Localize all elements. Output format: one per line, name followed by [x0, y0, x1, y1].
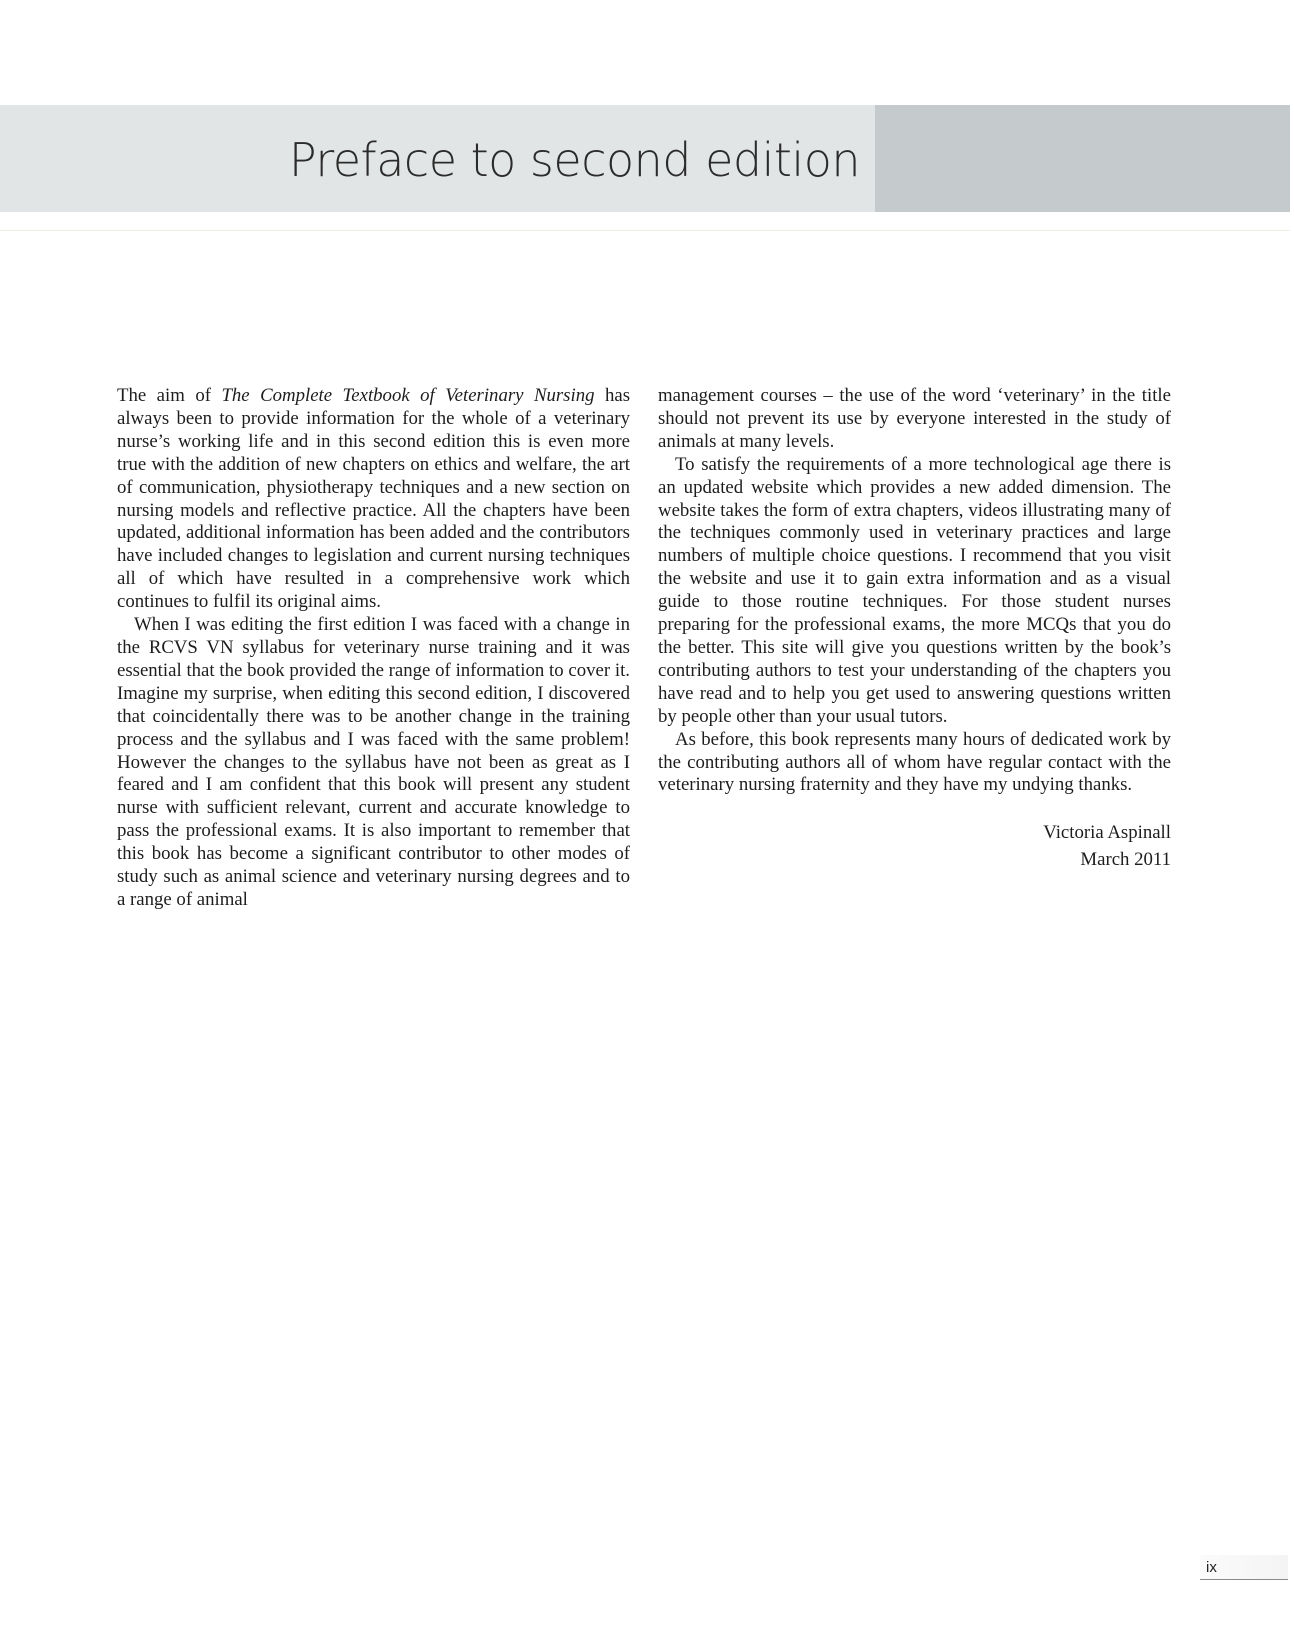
left-column: [117, 385, 630, 912]
book-title: The Complete Textbook of Veterinary Nursing: [221, 385, 595, 406]
right-column: [658, 385, 1171, 873]
paragraph: As before, this book represents many hours of dedicated work by the contributing authors all of whom have regular contact with the veterinary nursing fraternity and they have my undying thanks.: [658, 728, 1171, 796]
header-accent-block: [875, 105, 1290, 212]
paragraph: To satisfy the requirements of a more technological age there is an updated website which provides a new added dimension. The website takes the form of extra chapters, videos illustrating many of the techniques commonly used in veterinary practices and large numbers of multiple choice questions. I recommend that you visit the website and use it to gain extra information and as a visual guide to those routine techniques. For those student nurses preparing for the professional exams, the more MCQs that you do the better. This site will give you questions written by the book’s contributing authors to test your understanding of the chapters you have read and to help you get used to answering questions written by people other than your usual tutors.: [658, 453, 1171, 727]
signature-block: [658, 819, 1171, 873]
page-title: Preface to second edition: [288, 133, 860, 187]
paragraph-lead: The aim of: [117, 385, 222, 406]
signature-date: March 2011: [1080, 849, 1171, 871]
header-rule: [0, 230, 1290, 231]
paragraph-text: has always been to provide information for the whole of a veterinary nurse’s working life and in this second edition this is even more true with the addition of new chapters on ethics and welfare, the art of communication, physiotherapy techniques and a new section on nursing models and reflective practice. All the chapters have been updated, additional information has been added and the contributors have included changes to legislation and current nursing techniques all of which have resulted in a comprehensive work which continues to fulfil its original aims.: [117, 385, 631, 613]
author-name: Victoria Aspinall: [1043, 822, 1171, 844]
paragraph: management courses – the use of the word ‘veterinary’ in the title should not prevent its use by everyone interested in the study of animals at many levels.: [658, 385, 1171, 452]
paragraph: When I was editing the first edition I was faced with a change in the RCVS VN syllabus for veterinary nurse training and it was essential that the book provided the range of information to cover it. Imagine my surprise, when editing this second edition, I discovered that coincidentally there was to be another change in the training process and the syllabus and I was faced with the same problem! However the changes to the syllabus have not been as great as I feared and I am confident that this book will present any student nurse with sufficient relevant, current and accurate knowledge to pass the professional exams. It is also important to remember that this book has become a significant contributor to other modes of study such as animal science and veterinary nursing degrees and to a range of animal: [117, 614, 630, 910]
page-number: ix: [1200, 1555, 1288, 1580]
paragraph: [117, 385, 630, 614]
